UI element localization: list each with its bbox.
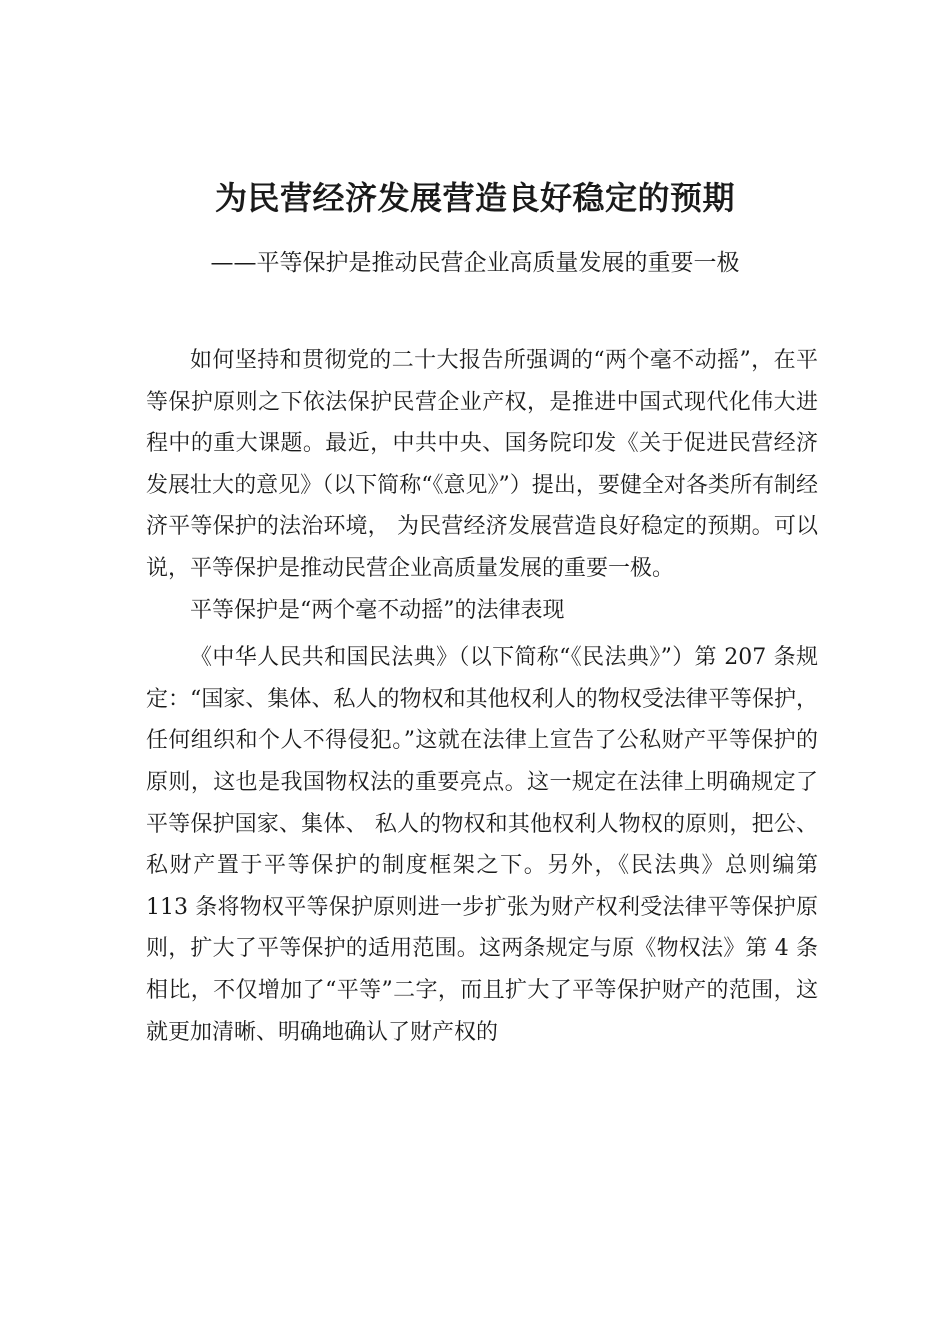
document-title: 为民营经济发展营造良好稳定的预期 bbox=[214, 179, 735, 217]
paragraph-civil-code: 《中华人民共和国民法典》（以下简称“《民法典》”）第 207 条规定：“国家、集体、私人的物权和其他权利人的物权受法律平等保护，任何组织和个人不得侵犯。”这就在法律上宣告了公私财产平等保护的原则，这也是我国物权法的重要亮点。这一规定在法律上明确规定了平等保护国家、集体、 私人的物权和其他权利人物权的原则，把公、私财产置于平等保护的制度框架之下。另外，《民法典》总则编第 113 条将物权平等保护原则进一步扩张为财产权利受法律平等保护原则，扩大了平等保护的适用范围。这两条规定与原《物权法》第 4 条相比，不仅增加了“平等”二字，而且扩大了平等保护财产的范围，这就更加清晰、明确地确认了财产权的 bbox=[146, 645, 818, 1045]
document-body bbox=[146, 340, 818, 1053]
paragraph-intro: 如何坚持和贯彻党的二十大报告所强调的“两个毫不动摇”，在平等保护原则之下依法保护民营企业产权，是推进中国式现代化伟大进程中的重大课题。最近，中共中央、国务院印发《关于促进民营经济发展壮大的意见》（以下简称“《意见》”）提出，要健全对各类所有制经济平等保护的法治环境， 为民营经济发展营造良好稳定的预期。可以说，平等保护是推动民营企业高质量发展的重要一极。 bbox=[146, 348, 818, 581]
section-heading: 平等保护是“两个毫不动摇”的法律表现 bbox=[190, 597, 565, 623]
document-subtitle: ——平等保护是推动民营企业高质量发展的重要一极 bbox=[210, 250, 740, 276]
